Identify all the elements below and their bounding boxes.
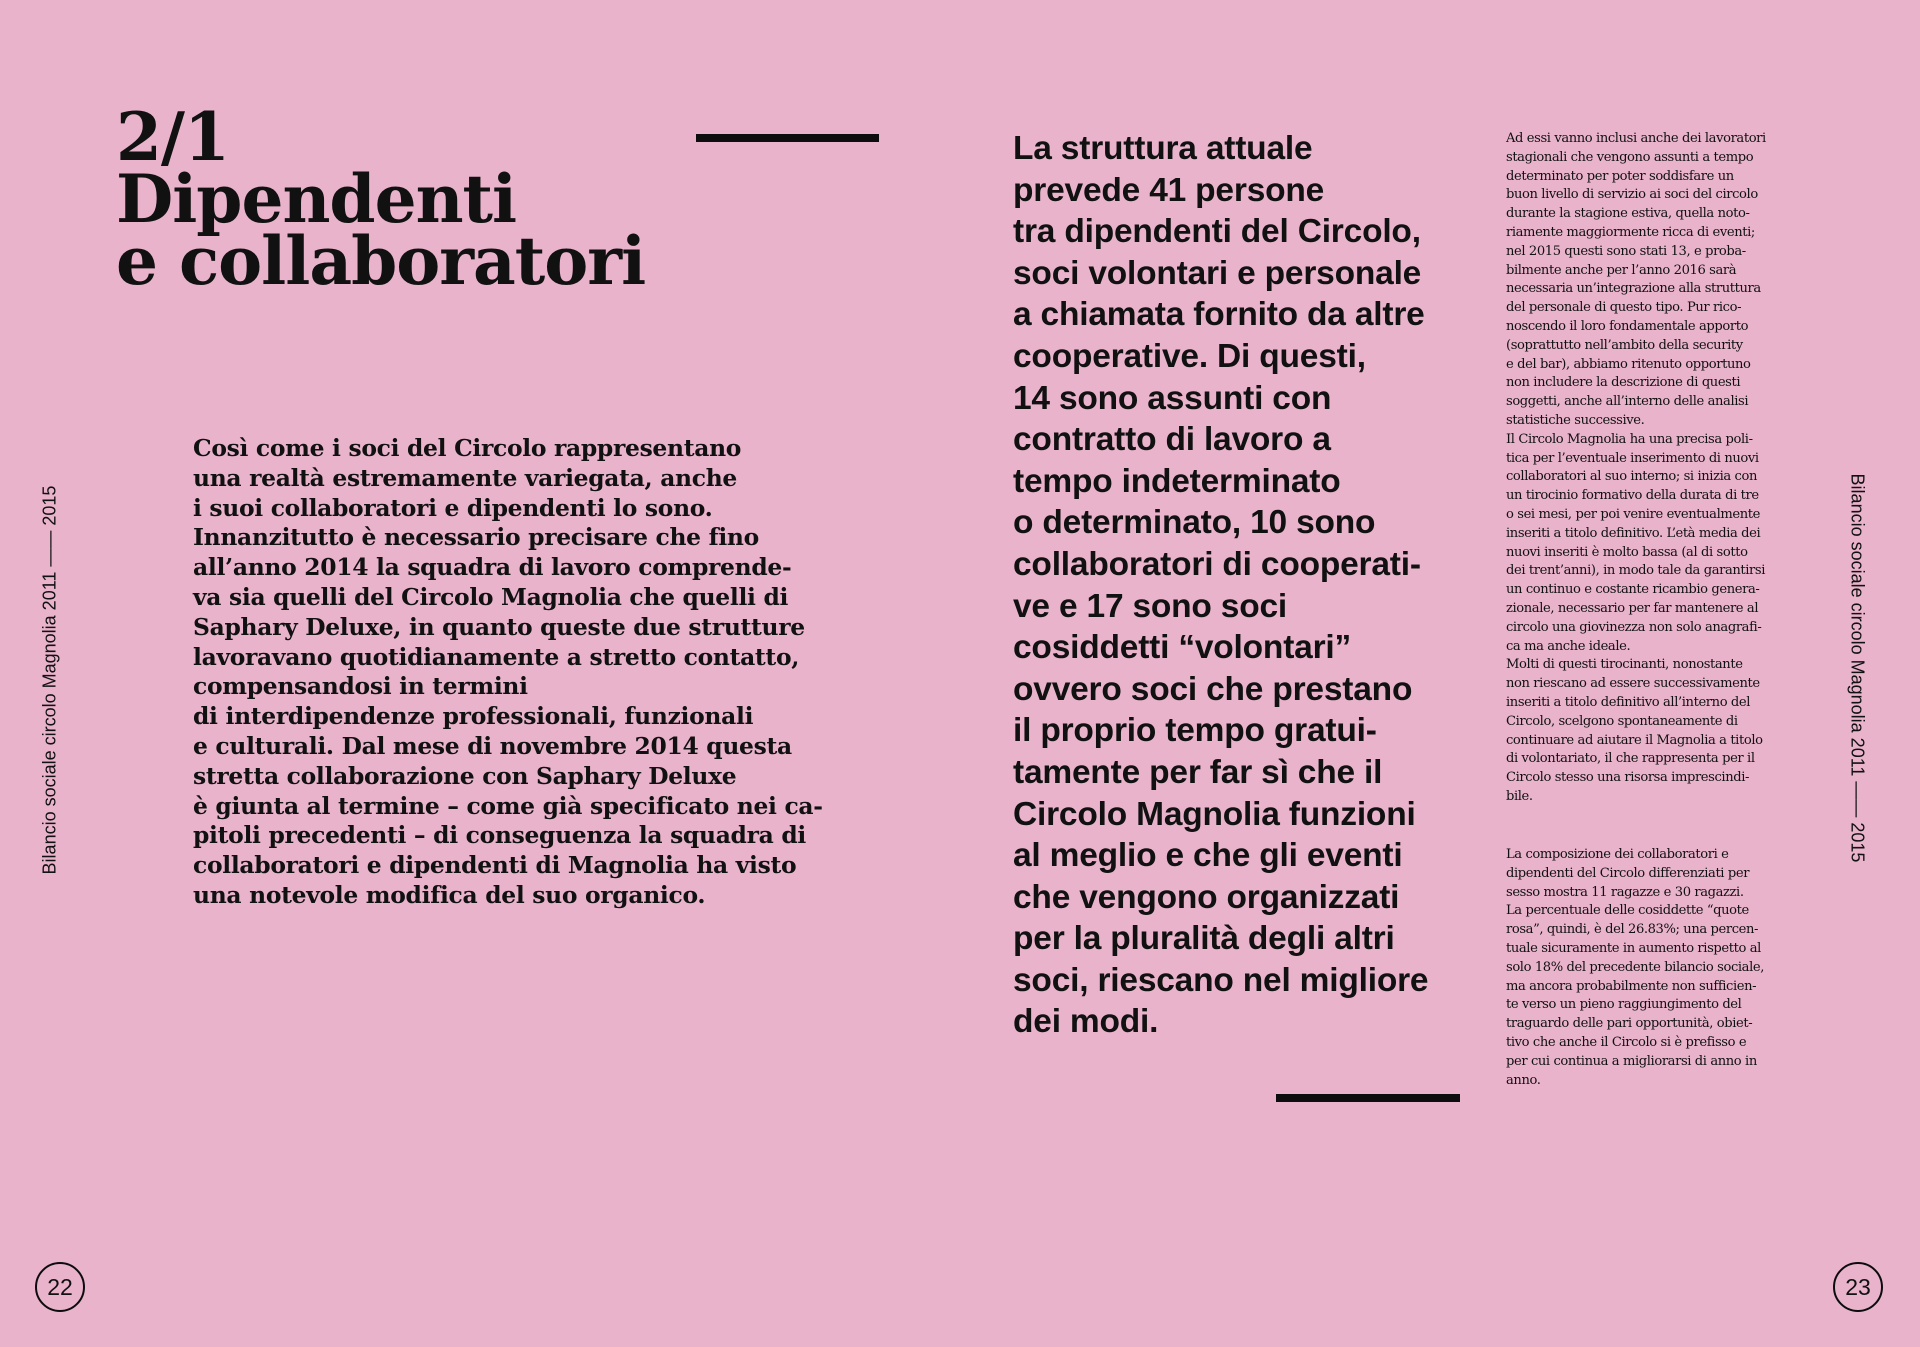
- side-text-line: solo 18% del precedente bilancio sociale,: [1506, 959, 1764, 975]
- side-text-line: statistiche successive.: [1506, 412, 1645, 428]
- side-text-line: tivo che anche il Circolo si è prefisso e: [1506, 1034, 1747, 1050]
- lead-line: contratto di lavoro a: [1013, 421, 1331, 459]
- side-text-line: determinato per poter soddisfare un: [1506, 168, 1734, 184]
- lead-line: cooperative. Di questi,: [1013, 337, 1366, 375]
- intro-line: pitoli precedenti – di conseguenza la squadra di: [193, 821, 806, 850]
- side-text-line: Ad essi vanno inclusi anche dei lavoratori: [1506, 131, 1766, 146]
- side-text-line: continuare ad aiutare il Magnolia a titolo: [1506, 732, 1763, 748]
- lead-line: 14 sono assunti con: [1013, 379, 1332, 417]
- lead-line: tamente per far sì che il: [1013, 753, 1383, 791]
- side-text-line: riamente maggiormente ricca di eventi;: [1506, 224, 1755, 240]
- lead-line: al meglio e che gli eventi: [1013, 837, 1403, 875]
- lead-line: o determinato, 10 sono: [1013, 504, 1376, 542]
- lead-line: soci, riescano nel migliore: [1013, 961, 1429, 999]
- lead-line: per la pluralità degli altri: [1013, 920, 1395, 958]
- side-text-line: te verso un pieno raggiungimento del: [1506, 997, 1742, 1013]
- lead-line: che vengono organizzati: [1013, 878, 1400, 916]
- intro-line: una realtà estremamente variegata, anche: [193, 463, 737, 492]
- side-text-line: ma ancora probabilmente non sufficien-: [1506, 978, 1757, 994]
- side-text-line: collaboratori al suo interno; si inizia con: [1506, 469, 1757, 485]
- side-text-line: tica per l’eventuale inserimento di nuovi: [1506, 450, 1759, 466]
- side-column-text: [1506, 130, 1806, 807]
- side-text-line: o sei mesi, per poi venire eventualmente: [1506, 506, 1760, 522]
- page-number-left: 22: [35, 1262, 85, 1312]
- side-text-line: inseriti a titolo definitivo all’interno del: [1506, 694, 1751, 710]
- side-text-line: rosa”, quindi, è del 26.83%; una percen-: [1506, 922, 1759, 938]
- section-title: [116, 98, 646, 300]
- side-text-line: Circolo, scelgono spontaneamente di: [1506, 713, 1738, 729]
- side-text-line: non includere la descrizione di questi: [1506, 375, 1741, 391]
- section-number: 2/1: [116, 98, 229, 176]
- side-text-line: soggetti, anche all’interno delle analisi: [1506, 394, 1749, 410]
- side-text-line: dei trent’anni), in modo tale da garantirsi: [1506, 563, 1766, 579]
- side-text-line: Molti di questi tirocinanti, nonostante: [1506, 657, 1743, 673]
- lead-line: prevede 41 persone: [1013, 171, 1325, 209]
- side-text-line: Il Circolo Magnolia ha una precisa poli-: [1506, 431, 1753, 447]
- side-text-line: nuovi inseriti è molto bassa (al di sotto: [1506, 544, 1748, 560]
- lead-line: ve e 17 sono soci: [1013, 587, 1288, 625]
- side-text-line: traguardo delle pari opportunità, obiet-: [1506, 1016, 1753, 1032]
- side-text-line: dipendenti del Circolo differenziati per: [1506, 865, 1750, 881]
- intro-line: collaboratori e dipendenti di Magnolia ha visto: [193, 851, 797, 880]
- side-text-line: inseriti a titolo definitivo. L’età media dei: [1506, 525, 1761, 541]
- lead-line: collaboratori di cooperati-: [1013, 545, 1421, 583]
- side-text-line: (soprattutto nell’ambito della security: [1506, 337, 1743, 353]
- side-text-line: nel 2015 questi sono stati 13, e proba-: [1506, 243, 1746, 259]
- intro-line: Così come i soci del Circolo rappresentano: [193, 434, 742, 462]
- lead-line: ovvero soci che prestano: [1013, 670, 1413, 708]
- lead-line: La struttura attuale: [1013, 130, 1313, 167]
- side-text-line: durante la stagione estiva, quella noto-: [1506, 206, 1750, 222]
- side-text-line: bile.: [1506, 788, 1533, 804]
- side-text-line: non riescano ad essere successivamente: [1506, 676, 1760, 692]
- side-text-line: circolo una giovinezza non solo anagrafi-: [1506, 619, 1762, 635]
- intro-line: stretta collaborazione con Saphary Deluxe: [193, 761, 737, 790]
- side-text-line: un tirocinio formativo della durata di tre: [1506, 488, 1759, 504]
- lead-line: tra dipendenti del Circolo,: [1013, 213, 1421, 251]
- intro-line: compensandosi in termini: [193, 672, 528, 701]
- lead-line: tempo indeterminato: [1013, 462, 1341, 500]
- running-head-left: Bilancio sociale circolo Magnolia 2011 —— 2015: [39, 485, 60, 875]
- page-number-right: 23: [1833, 1262, 1883, 1312]
- intro-line: Innanzitutto è necessario precisare che fino: [193, 523, 759, 552]
- side-text-line: tuale sicuramente in aumento rispetto al: [1506, 940, 1761, 956]
- side-text-line: di volontariato, il che rappresenta per il: [1506, 751, 1755, 767]
- intro-line: va sia quelli del Circolo Magnolia che quelli di: [193, 582, 789, 611]
- lead-line: soci volontari e personale: [1013, 254, 1422, 292]
- side-text-line: Circolo stesso una risorsa imprescindi-: [1506, 770, 1750, 786]
- side-text-line: anno.: [1506, 1072, 1541, 1088]
- side-text-line: e del bar), abbiamo ritenuto opportuno: [1506, 356, 1751, 372]
- side-text-line: La composizione dei collaboratori e: [1506, 847, 1729, 862]
- intro-line: è giunta al termine – come già specificato nei ca-: [193, 791, 823, 820]
- intro-line: e culturali. Dal mese di novembre 2014 questa: [193, 731, 792, 760]
- side-text-line: La percentuale delle cosiddette “quote: [1506, 903, 1749, 919]
- side-text-line: ca ma anche ideale.: [1506, 638, 1631, 654]
- side-text-line: noscendo il loro fondamentale apporto: [1506, 318, 1749, 334]
- side-text-line: sesso mostra 11 ragazze e 30 ragazzi.: [1506, 884, 1744, 900]
- lead-line: il proprio tempo gratui-: [1013, 712, 1377, 750]
- side-column-text-2: [1506, 846, 1806, 1090]
- lead-paragraph: [1013, 128, 1463, 1043]
- title-line: Dipendenti: [116, 160, 517, 238]
- lead-line: Circolo Magnolia funzioni: [1013, 795, 1416, 833]
- side-text-line: del personale di questo tipo. Pur rico-: [1506, 300, 1742, 316]
- intro-paragraph: [193, 434, 833, 911]
- intro-line: lavoravano quotidianamente a stretto contatto,: [193, 642, 800, 671]
- lead-line: a chiamata fornito da altre: [1013, 296, 1425, 334]
- intro-line: una notevole modifica del suo organico.: [193, 880, 706, 909]
- decorative-rule-bottom-right: [1276, 1094, 1460, 1102]
- side-text-line: buon livello di servizio ai soci del circolo: [1506, 187, 1758, 203]
- side-text-line: un continuo e costante ricambio genera-: [1506, 582, 1760, 598]
- lead-line: dei modi.: [1013, 1003, 1159, 1041]
- side-text-line: necessaria un’integrazione alla struttura: [1506, 281, 1761, 297]
- side-text-line: per cui continua a migliorarsi di anno in: [1506, 1053, 1757, 1069]
- side-text-line: bilmente anche per l’anno 2016 sarà: [1506, 262, 1737, 278]
- side-text-line: stagionali che vengono assunti a tempo: [1506, 149, 1754, 165]
- intro-line: Saphary Deluxe, in quanto queste due strutture: [193, 612, 805, 641]
- title-line: e collaboratori: [116, 222, 646, 300]
- decorative-rule-top-left: [696, 134, 879, 142]
- running-head-right: Bilancio sociale circolo Magnolia 2011 —— 2015: [1847, 473, 1868, 863]
- side-text-line: zionale, necessario per far mantenere al: [1506, 600, 1759, 616]
- intro-line: i suoi collaboratori e dipendenti lo sono.: [193, 493, 713, 522]
- intro-line: all’anno 2014 la squadra di lavoro comprende-: [193, 553, 792, 582]
- intro-line: di interdipendenze professionali, funzionali: [193, 702, 754, 731]
- lead-line: cosiddetti “volontari”: [1013, 629, 1352, 667]
